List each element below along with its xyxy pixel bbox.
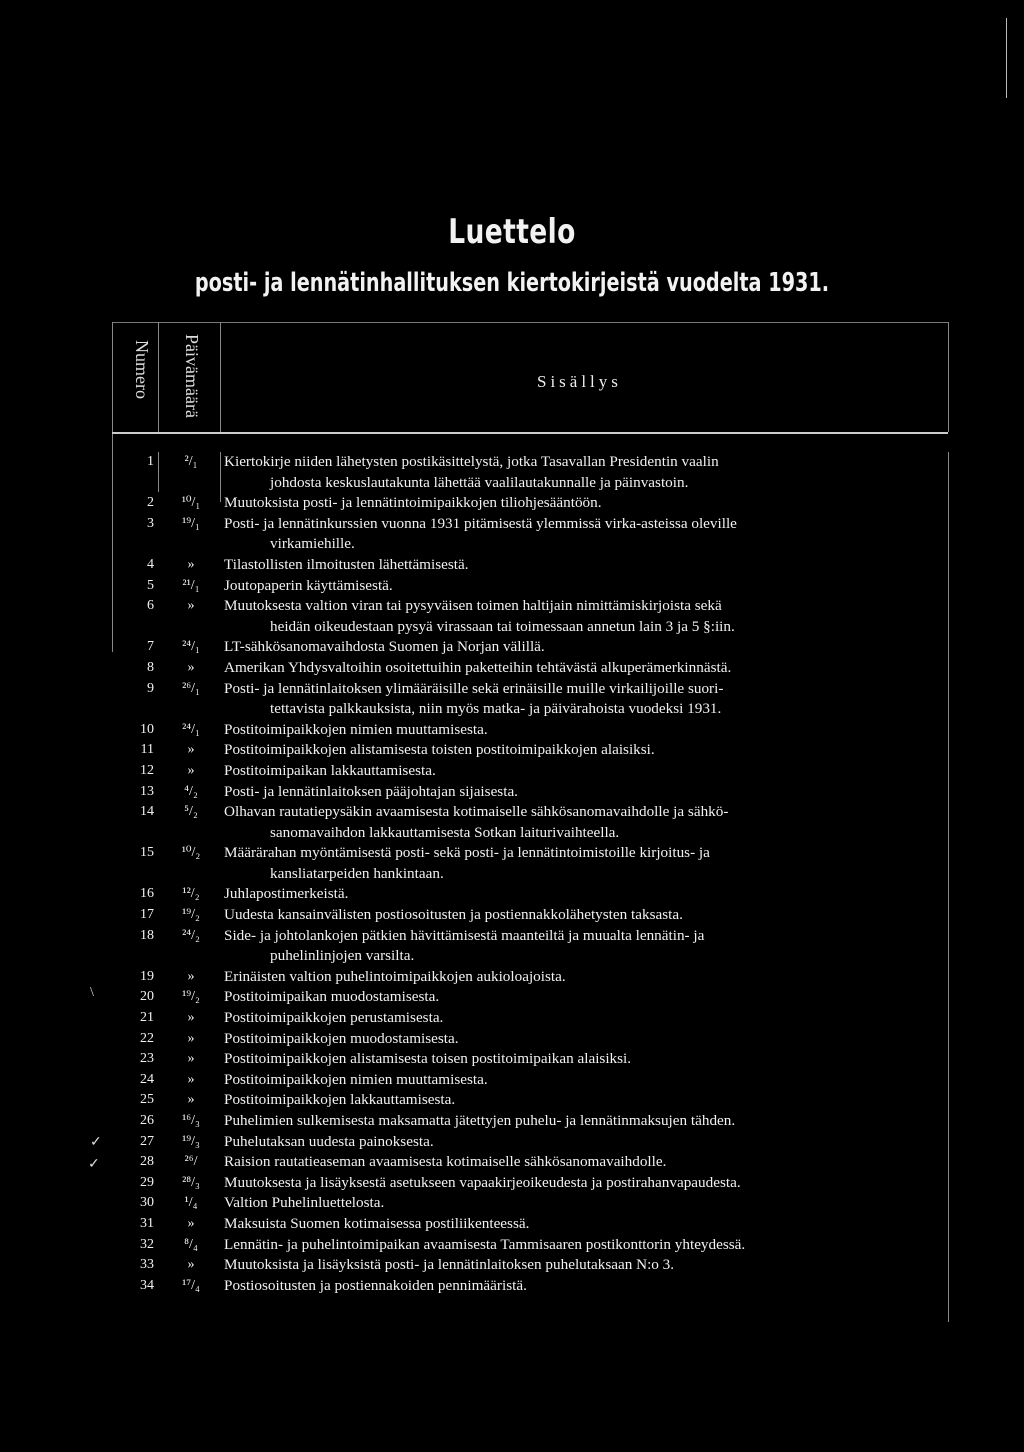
list-item xyxy=(112,493,952,514)
circular-number: 16 xyxy=(140,886,154,902)
list-item xyxy=(112,596,952,637)
circular-description xyxy=(224,576,952,597)
circular-number: 22 xyxy=(140,1030,154,1046)
page-subtitle: posti- ja lennätinhallituksen kiertokirjeistä vuodelta 1931. xyxy=(194,268,830,298)
circular-description xyxy=(224,740,952,761)
list-item xyxy=(112,1111,952,1132)
list-item xyxy=(112,740,952,761)
circular-number: 4 xyxy=(147,556,154,572)
circular-date: ²/₁ xyxy=(184,454,198,469)
list-item xyxy=(112,967,952,988)
list-item xyxy=(112,1235,952,1256)
description-continuation-line: virkamiehille. xyxy=(270,535,355,553)
circular-date: ²⁴/₂ xyxy=(182,927,200,943)
description-line: Posti- ja lennätinlaitoksen ylimääräisille sekä erinäisille muille virkailijoille suori- xyxy=(224,679,724,697)
circular-number: 15 xyxy=(140,845,154,861)
margin-mark: ✓ xyxy=(88,1157,100,1172)
circular-date: ¹⁹/₃ xyxy=(182,1133,200,1149)
column-header-contents: Sisällys xyxy=(537,372,622,391)
circular-description xyxy=(224,596,952,637)
circular-description xyxy=(224,1193,952,1214)
circular-number: 9 xyxy=(147,680,154,696)
list-item xyxy=(112,720,952,741)
description-line: Erinäisten valtion puhelintoimipaikkojen aukioloajoista. xyxy=(224,967,566,985)
scan-edge-mark xyxy=(1006,18,1007,98)
description-line: Raision rautatieaseman avaamisesta kotimaiselle sähkösanomavaihdolle. xyxy=(224,1153,667,1171)
circular-number: 20 xyxy=(140,989,154,1005)
description-line: Muutoksesta ja lisäyksestä asetukseen vapaakirjeoikeudesta ja postirahanvapaudesta. xyxy=(224,1173,741,1191)
circular-number: 1 xyxy=(147,454,154,469)
circular-date: » xyxy=(187,1030,195,1046)
description-continuation-line: tettavista palkkauksista, niin myös matka- ja päivärahoista vuodeksi 1931. xyxy=(270,700,722,718)
circular-date: ¹⁰/₁ xyxy=(181,495,201,511)
description-line: Muutoksesta valtion viran tai pysyväisen toimen haltijain nimittämiskirjoista sekä xyxy=(224,597,722,615)
circular-date: » xyxy=(187,762,195,778)
description-line: LT-sähkösanomavaihdosta Suomen ja Norjan välillä. xyxy=(224,638,545,656)
list-item xyxy=(112,1255,952,1276)
description-line: Kiertokirje niiden lähetysten postikäsittelystä, jotka Tasavallan Presidentin vaalin xyxy=(224,453,719,470)
list-item xyxy=(112,1193,952,1214)
circular-date: ²⁶/₁ xyxy=(182,680,200,696)
description-line: Postitoimipaikkojen alistamisesta toisen postitoimipaikan alaisiksi. xyxy=(224,1050,632,1068)
description-continuation-line: sanomavaihdon lakkauttamisesta Sotkan laiturivaihteella. xyxy=(270,823,620,841)
circular-date: ²¹/₁ xyxy=(182,577,200,593)
circular-description xyxy=(224,926,952,967)
list-item xyxy=(112,555,952,576)
list-item xyxy=(112,1029,952,1050)
description-line: Muutoksista ja lisäyksistä posti- ja lennätinlaitoksen puhelutaksaan N:o 3. xyxy=(224,1256,675,1274)
description-continuation-line: johdosta keskuslautakunta lähettää vaalilautakunnalle ja päinvastoin. xyxy=(270,473,689,491)
circular-description xyxy=(224,1029,952,1050)
description-line: Määrärahan myöntämisestä posti- sekä posti- ja lennätintoimistoille kirjoitus- ja xyxy=(224,844,710,862)
circular-description xyxy=(224,637,952,658)
circular-number: 34 xyxy=(140,1277,154,1293)
circular-description xyxy=(224,987,952,1008)
circular-number: 11 xyxy=(140,742,154,758)
header-rule xyxy=(112,432,948,434)
circular-description xyxy=(224,452,952,493)
circular-number: 6 xyxy=(147,598,154,614)
list-item xyxy=(112,987,952,1008)
circular-description xyxy=(224,1173,952,1194)
circular-date: » xyxy=(187,1051,195,1067)
list-item xyxy=(112,782,952,803)
table-right-border xyxy=(948,322,949,432)
circular-date: ²⁴/₁ xyxy=(182,721,200,737)
circular-date: » xyxy=(187,598,195,614)
circular-number: 31 xyxy=(140,1215,154,1231)
circular-date: » xyxy=(187,1092,195,1108)
description-continuation-line: kansliatarpeiden hankintaan. xyxy=(270,864,444,882)
circular-number: 13 xyxy=(140,783,154,799)
description-line: Tilastollisten ilmoitusten lähettämisestä. xyxy=(224,555,469,573)
list-item xyxy=(112,1049,952,1070)
description-line: Lennätin- ja puhelintoimipaikan avaamisesta Tammisaaren postikonttorin yhteydessä. xyxy=(224,1235,746,1253)
circular-description xyxy=(224,720,952,741)
list-item xyxy=(112,905,952,926)
column-header-date: Päivämäärä xyxy=(182,334,202,418)
list-item xyxy=(112,514,952,555)
circular-date: » xyxy=(187,1257,195,1273)
description-line: Postitoimipaikkojen perustamisesta. xyxy=(224,1009,444,1027)
margin-mark: ✓ xyxy=(90,1135,102,1150)
list-item xyxy=(112,1173,952,1194)
circular-description xyxy=(224,555,952,576)
circular-description xyxy=(224,1214,952,1235)
description-continuation-line: heidän oikeudestaan pysyä virassaan tai toimessaan annetun lain 3 ja 5 §:iin. xyxy=(270,617,735,635)
circular-description xyxy=(224,1090,952,1111)
margin-mark: \ xyxy=(90,985,94,1000)
list-item xyxy=(112,637,952,658)
list-item xyxy=(112,658,952,679)
list-item xyxy=(112,1090,952,1111)
circular-number: 12 xyxy=(140,762,154,778)
circular-date: ¹⁹/₂ xyxy=(182,989,200,1005)
column-divider-number xyxy=(158,322,159,432)
circular-description xyxy=(224,884,952,905)
description-line: Postitoimipaikkojen alistamisesta toisten postitoimipaikkojen alaisiksi. xyxy=(224,741,655,759)
list-item xyxy=(112,1214,952,1235)
description-line: Uudesta kansainvälisten postiosoitusten ja postiennakkolähetysten taksasta. xyxy=(224,906,683,924)
circular-date: » xyxy=(187,742,195,758)
description-line: Postitoimipaikkojen nimien muuttamisesta. xyxy=(224,1070,488,1088)
circular-date: ¹⁷/₄ xyxy=(182,1277,200,1293)
circular-date: » xyxy=(187,1071,195,1087)
description-line: Muutoksista posti- ja lennätintoimipaikkojen tiliohjesääntöön. xyxy=(224,494,602,512)
circular-description xyxy=(224,1152,952,1173)
circular-description xyxy=(224,1049,952,1070)
circular-date: » xyxy=(187,968,195,984)
list-item xyxy=(112,1152,952,1173)
circular-description xyxy=(224,514,952,555)
circular-number: 18 xyxy=(140,927,154,943)
circular-description xyxy=(224,1111,952,1132)
circular-date: ¹²/₂ xyxy=(182,886,200,902)
circular-date: » xyxy=(187,1010,195,1026)
circular-date: ¹⁰/₂ xyxy=(181,845,201,861)
circular-number: 23 xyxy=(140,1051,154,1067)
circular-number: 30 xyxy=(140,1195,154,1211)
list-item xyxy=(112,884,952,905)
list-item xyxy=(112,1008,952,1029)
circular-number: 7 xyxy=(147,639,154,655)
circular-number: 33 xyxy=(140,1257,154,1273)
description-line: Olhavan rautatiepysäkin avaamisesta kotimaiselle sähkösanomavaihdolle ja sähkö- xyxy=(224,803,729,821)
circular-number: 27 xyxy=(140,1133,154,1149)
description-line: Postitoimipaikkojen muodostamisesta. xyxy=(224,1029,459,1047)
circular-description xyxy=(224,782,952,803)
description-line: Postitoimipaikkojen nimien muuttamisesta. xyxy=(224,720,488,738)
list-item xyxy=(112,843,952,884)
circular-number: 14 xyxy=(140,804,154,820)
description-line: Amerikan Yhdysvaltoihin osoitettuihin paketteihin tehtävästä alkuperämerkinnästä. xyxy=(224,658,732,676)
circular-number: 10 xyxy=(140,721,154,737)
circular-number: 26 xyxy=(140,1113,154,1128)
page-title: Luettelo xyxy=(448,212,576,252)
circular-number: 5 xyxy=(147,577,154,593)
circular-number: 25 xyxy=(140,1092,154,1108)
list-item xyxy=(112,761,952,782)
list-item xyxy=(112,679,952,720)
circular-date: ²⁸/₃ xyxy=(182,1174,200,1190)
circular-description xyxy=(224,761,952,782)
circular-date: ⁴/₂ xyxy=(184,783,198,799)
description-line: Maksuista Suomen kotimaisessa postiliikenteessä. xyxy=(224,1214,530,1232)
circular-description xyxy=(224,967,952,988)
circular-description xyxy=(224,1070,952,1091)
circular-number: 32 xyxy=(140,1236,154,1252)
circular-date: ⁸/₄ xyxy=(184,1236,198,1252)
description-line: Puhelutaksan uudesta painoksesta. xyxy=(224,1132,434,1150)
description-line: Juhlapostimerkeistä. xyxy=(224,885,349,903)
circular-date: ¹⁶/₃ xyxy=(182,1113,200,1128)
list-item xyxy=(112,926,952,967)
circular-number: 21 xyxy=(140,1010,154,1026)
circular-date: ²⁶/ xyxy=(184,1154,198,1170)
circular-description xyxy=(224,1008,952,1029)
description-line: Postitoimipaikkojen lakkauttamisesta. xyxy=(224,1091,456,1109)
list-item xyxy=(112,802,952,843)
circular-date: ⁵/₂ xyxy=(184,804,198,820)
circular-number: 29 xyxy=(140,1174,154,1190)
description-line: Side- ja johtolankojen pätkien hävittämisestä maanteiltä ja muualta lennätin- ja xyxy=(224,926,705,944)
description-line: Posti- ja lennätinlaitoksen pääjohtajan sijaisesta. xyxy=(224,782,518,800)
description-line: Valtion Puhelinluettelosta. xyxy=(224,1194,385,1212)
circular-description xyxy=(224,843,952,884)
circular-number: 28 xyxy=(140,1154,154,1170)
circular-date: ¹⁹/₂ xyxy=(182,907,200,923)
circular-description xyxy=(224,1235,952,1256)
circular-date: » xyxy=(187,659,195,675)
circular-date: ²⁴/₁ xyxy=(182,639,200,655)
description-line: Postitoimipaikan muodostamisesta. xyxy=(224,988,440,1006)
circular-description xyxy=(224,658,952,679)
circular-number: 24 xyxy=(140,1071,154,1087)
circular-number: 19 xyxy=(140,968,154,984)
circular-description xyxy=(224,679,952,720)
circular-description xyxy=(224,1255,952,1276)
circular-date: » xyxy=(187,556,195,572)
table-top-border xyxy=(112,322,948,323)
list-item xyxy=(112,452,952,493)
list-item xyxy=(112,1276,952,1297)
circular-description xyxy=(224,1276,952,1297)
description-line: Joutopaperin käyttämisestä. xyxy=(224,576,393,594)
circular-date: ¹/₄ xyxy=(184,1195,198,1211)
circular-description xyxy=(224,493,952,514)
circular-number: 3 xyxy=(147,515,154,531)
description-line: Postiosoitusten ja postiennakoiden pennimääristä. xyxy=(224,1276,527,1294)
column-header-number: Numero xyxy=(132,340,152,399)
description-continuation-line: puhelinlinjojen varsilta. xyxy=(270,947,415,965)
circular-number: 17 xyxy=(140,907,154,923)
description-line: Postitoimipaikan lakkauttamisesta. xyxy=(224,761,436,779)
circular-description xyxy=(224,802,952,843)
circular-date: » xyxy=(187,1215,195,1231)
list-item xyxy=(112,1132,952,1153)
list-item xyxy=(112,576,952,597)
description-line: Posti- ja lennätinkurssien vuonna 1931 pitämisestä ylemmissä virka-asteissa oleville xyxy=(224,514,737,532)
list-item xyxy=(112,1070,952,1091)
column-divider-date xyxy=(220,322,221,432)
description-line: Puhelimien sulkemisesta maksamatta jätettyjen puhelu- ja lennätinmaksujen tähden. xyxy=(224,1112,736,1129)
circular-number: 2 xyxy=(147,495,154,511)
circular-number: 8 xyxy=(147,659,154,675)
circular-date: ¹⁹/₁ xyxy=(182,515,200,531)
circular-description xyxy=(224,905,952,926)
circular-description xyxy=(224,1132,952,1153)
circular-list xyxy=(112,452,952,1296)
